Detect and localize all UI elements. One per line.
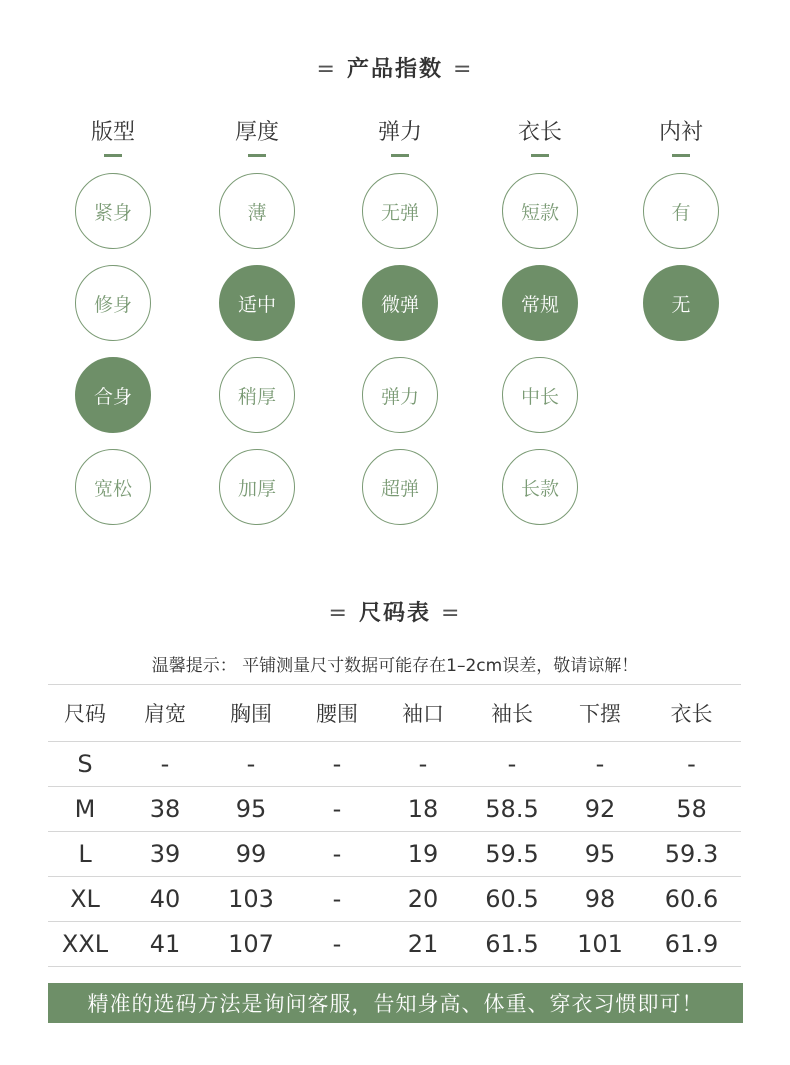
table-cell: S	[48, 742, 122, 787]
index-column	[53, 118, 173, 541]
table-cell: 41	[122, 922, 208, 967]
table-cell: 95	[558, 832, 642, 877]
index-option-selected: 无	[643, 265, 719, 341]
index-option-selected: 适中	[219, 265, 295, 341]
index-column	[340, 118, 460, 541]
table-cell: 61.9	[642, 922, 741, 967]
table-cell: 60.5	[466, 877, 558, 922]
title-deco-left: =	[328, 601, 349, 626]
table-header-cell: 衣长	[642, 685, 741, 742]
table-row	[48, 877, 741, 922]
table-cell: -	[294, 922, 380, 967]
table-cell: -	[558, 742, 642, 787]
header-underline	[531, 154, 549, 157]
table-row	[48, 742, 741, 787]
table-cell: -	[294, 787, 380, 832]
table-cell: 98	[558, 877, 642, 922]
index-option: 长款	[502, 449, 578, 525]
table-cell: -	[294, 832, 380, 877]
table-cell: 103	[208, 877, 294, 922]
index-option: 紧身	[75, 173, 151, 249]
index-column	[480, 118, 600, 541]
table-cell: 19	[380, 832, 466, 877]
table-cell: 60.6	[642, 877, 741, 922]
index-column-header: 衣长	[517, 120, 562, 145]
index-option-selected: 微弹	[362, 265, 438, 341]
index-option: 弹力	[362, 357, 438, 433]
measurement-tip: 温馨提示： 平铺测量尺寸数据可能存在1–2cm误差，敬请谅解！	[151, 656, 639, 676]
table-cell: 92	[558, 787, 642, 832]
index-column	[621, 118, 741, 357]
table-header-cell: 袖长	[466, 685, 558, 742]
header-underline	[104, 154, 122, 157]
table-cell: -	[380, 742, 466, 787]
table-cell: -	[294, 742, 380, 787]
index-option: 中长	[502, 357, 578, 433]
table-cell: 21	[380, 922, 466, 967]
index-option: 薄	[219, 173, 295, 249]
index-option: 稍厚	[219, 357, 295, 433]
table-cell: 20	[380, 877, 466, 922]
title-deco-left: =	[316, 57, 337, 82]
table-cell: -	[208, 742, 294, 787]
product-index-title-text: 产品指数	[346, 57, 443, 82]
table-cell: 107	[208, 922, 294, 967]
table-cell: -	[122, 742, 208, 787]
table-header-cell: 下摆	[558, 685, 642, 742]
table-header-cell: 腰围	[294, 685, 380, 742]
size-table	[48, 684, 741, 967]
header-underline	[248, 154, 266, 157]
table-cell: -	[466, 742, 558, 787]
index-option: 加厚	[219, 449, 295, 525]
table-row	[48, 922, 741, 967]
index-option-selected: 合身	[75, 357, 151, 433]
table-cell: XXL	[48, 922, 122, 967]
sizing-advice-banner: 精准的选码方法是询问客服，告知身高、体重、穿衣习惯即可！	[48, 983, 743, 1023]
table-cell: 58.5	[466, 787, 558, 832]
table-cell: 61.5	[466, 922, 558, 967]
table-cell: 58	[642, 787, 741, 832]
table-cell: 101	[558, 922, 642, 967]
table-header-cell: 胸围	[208, 685, 294, 742]
table-cell: 40	[122, 877, 208, 922]
index-column-header: 厚度	[234, 120, 279, 145]
table-cell: 95	[208, 787, 294, 832]
index-column-header: 弹力	[377, 120, 422, 145]
table-header-row	[48, 685, 741, 742]
table-cell: 59.5	[466, 832, 558, 877]
table-cell: -	[294, 877, 380, 922]
header-underline	[391, 154, 409, 157]
table-cell: L	[48, 832, 122, 877]
table-cell: 99	[208, 832, 294, 877]
index-column	[197, 118, 317, 541]
size-chart-title	[0, 596, 790, 627]
index-option: 无弹	[362, 173, 438, 249]
table-cell: -	[642, 742, 741, 787]
index-option: 短款	[502, 173, 578, 249]
size-chart-title-text: 尺码表	[358, 601, 431, 626]
index-column-header: 内衬	[658, 120, 703, 145]
table-header-cell: 肩宽	[122, 685, 208, 742]
index-option-selected: 常规	[502, 265, 578, 341]
index-option: 宽松	[75, 449, 151, 525]
index-column-header: 版型	[90, 120, 135, 145]
table-cell: 39	[122, 832, 208, 877]
table-cell: 38	[122, 787, 208, 832]
index-option: 超弹	[362, 449, 438, 525]
table-row	[48, 832, 741, 877]
table-header-cell: 袖口	[380, 685, 466, 742]
table-header-cell: 尺码	[48, 685, 122, 742]
table-cell: 59.3	[642, 832, 741, 877]
table-row	[48, 787, 741, 832]
table-cell: M	[48, 787, 122, 832]
title-deco-right: =	[453, 57, 474, 82]
title-deco-right: =	[441, 601, 462, 626]
table-cell: 18	[380, 787, 466, 832]
header-underline	[672, 154, 690, 157]
index-option: 修身	[75, 265, 151, 341]
index-option: 有	[643, 173, 719, 249]
product-index-title	[0, 52, 790, 83]
table-cell: XL	[48, 877, 122, 922]
